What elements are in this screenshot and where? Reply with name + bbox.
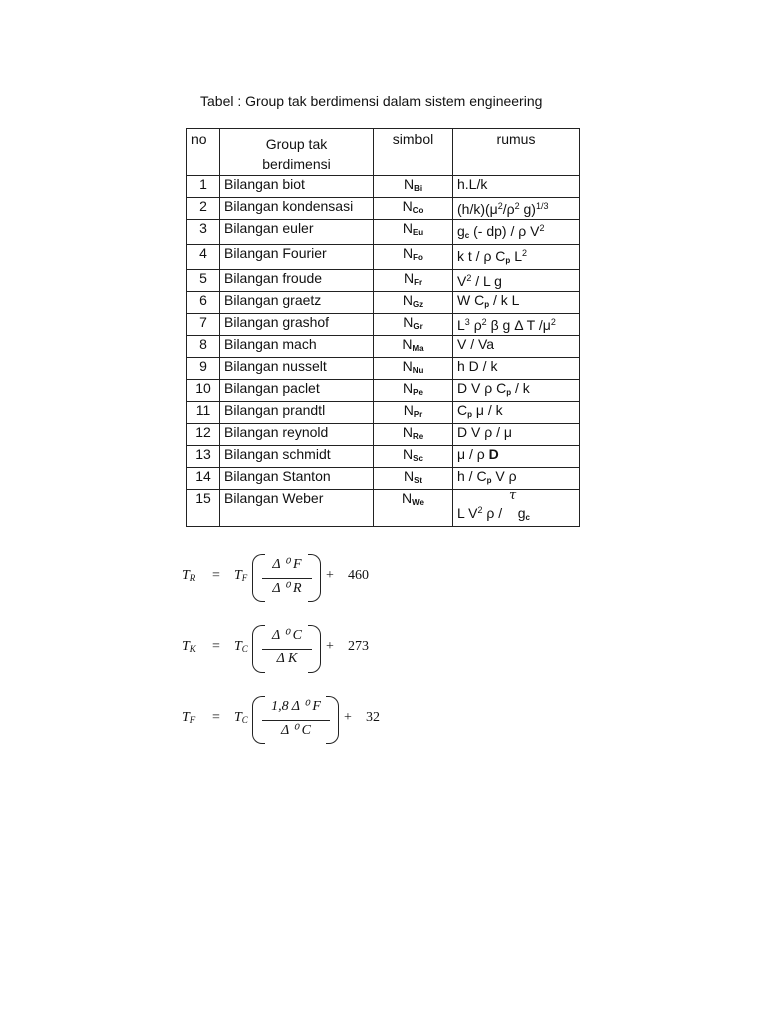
- equation-operator: [326, 568, 334, 584]
- table-row: [187, 176, 580, 198]
- row-symbol: [374, 220, 453, 245]
- equation-constant: [348, 568, 369, 584]
- row-number: 8: [187, 336, 220, 358]
- symbol-subscript: Sc: [413, 454, 423, 463]
- row-symbol: [374, 402, 453, 424]
- table-caption: Tabel : Group tak berdimensi dalam sistem engineering: [200, 93, 543, 109]
- table-header-row: [187, 129, 580, 176]
- right-parenthesis: [326, 696, 339, 744]
- symbol-base: N: [402, 424, 413, 440]
- table-row: [187, 245, 580, 270]
- row-group-name: Bilangan euler: [220, 220, 374, 245]
- row-formula: τ L $V^2$ ρ / $g_c$: [453, 490, 580, 527]
- symbol-base: N: [402, 336, 413, 352]
- equation-term-text: T: [234, 568, 242, 583]
- row-number: 2: [187, 198, 220, 220]
- symbol-base: N: [402, 220, 413, 236]
- table-body: [187, 176, 580, 527]
- row-number: 13: [187, 446, 220, 468]
- row-formula: $L^3$ $\rho^2$ β g Δ T $/\mu^2$: [453, 314, 580, 336]
- symbol-subscript: Bi: [414, 184, 423, 193]
- equation-numerator: [262, 627, 312, 644]
- equation-lhs-subscript: K: [189, 644, 196, 654]
- row-group-name: Bilangan nusselt: [220, 358, 374, 380]
- equation-denominator: [262, 651, 312, 667]
- table-row: [187, 490, 580, 527]
- fraction-bar: [262, 578, 312, 579]
- equation-operator-text: +: [326, 639, 334, 654]
- row-symbol: [374, 270, 453, 292]
- row-symbol: [374, 490, 453, 527]
- row-group-name: Bilangan prandtl: [220, 402, 374, 424]
- row-group-name: Bilangan kondensasi: [220, 198, 374, 220]
- row-number: 14: [187, 468, 220, 490]
- header-group-line2: berdimensi: [262, 156, 331, 172]
- symbol-subscript: Fr: [414, 278, 423, 287]
- equation-term-text: T: [234, 710, 242, 725]
- table-row: [187, 314, 580, 336]
- equation-equals-sign-text: =: [212, 568, 220, 583]
- symbol-subscript: Ma: [412, 344, 424, 353]
- fraction-bar: [262, 649, 312, 650]
- row-number: 6: [187, 292, 220, 314]
- equation-equals-sign: [212, 639, 220, 655]
- row-formula: V / Va: [453, 336, 580, 358]
- equation-denominator: [262, 580, 312, 597]
- row-symbol: [374, 292, 453, 314]
- table-row: [187, 198, 580, 220]
- equation-term-subscript: C: [241, 644, 248, 654]
- row-number: 4: [187, 245, 220, 270]
- symbol-subscript: St: [414, 476, 423, 485]
- row-number: 12: [187, 424, 220, 446]
- row-formula: h.L/k: [453, 176, 580, 198]
- equation-denominator-text: Δ ⁰ R: [272, 581, 302, 596]
- row-number: 5: [187, 270, 220, 292]
- equation-denominator-text: Δ ⁰ C: [281, 723, 311, 738]
- symbol-subscript: Fo: [413, 253, 423, 262]
- equation-numerator-text: Δ ⁰ F: [272, 557, 302, 572]
- equation-numerator-text: Δ ⁰ C: [272, 628, 302, 643]
- equation-operator: [326, 639, 334, 655]
- symbol-subscript: Re: [412, 432, 424, 441]
- row-symbol: [374, 245, 453, 270]
- row-symbol: [374, 446, 453, 468]
- row-formula: h D / k: [453, 358, 580, 380]
- equation-lhs: [182, 639, 196, 655]
- row-formula: W $C_p$ / k L: [453, 292, 580, 314]
- symbol-base: N: [403, 380, 414, 396]
- equation-operator-text: +: [326, 568, 334, 583]
- symbol-subscript: Co: [412, 206, 424, 215]
- row-formula: $C_p$ μ / k: [453, 402, 580, 424]
- equation-lhs-text: T: [182, 710, 190, 725]
- equation-term-text: T: [234, 639, 242, 654]
- symbol-base: N: [402, 198, 413, 214]
- equation-constant-text: 32: [366, 710, 380, 725]
- left-parenthesis: [252, 554, 265, 602]
- symbol-base: N: [403, 314, 414, 330]
- equation-term: [234, 639, 248, 655]
- equation-lhs-text: T: [182, 639, 190, 654]
- row-number: 10: [187, 380, 220, 402]
- equation-equals-sign: [212, 568, 220, 584]
- equation-constant: [348, 639, 369, 655]
- table-row: [187, 292, 580, 314]
- symbol-base: N: [403, 245, 414, 261]
- row-formula: $g_c$ (- dp) / ρ $V^2$: [453, 220, 580, 245]
- left-parenthesis: [252, 625, 265, 673]
- row-group-name: Bilangan graetz: [220, 292, 374, 314]
- fraction-bar: [262, 720, 330, 721]
- right-parenthesis: [308, 554, 321, 602]
- symbol-base: N: [403, 176, 415, 192]
- header-symbol: simbol: [374, 129, 453, 176]
- symbol-base: N: [402, 490, 413, 506]
- symbol-subscript: Nu: [412, 366, 424, 375]
- equation-numerator-text: 1,8 Δ ⁰ F: [271, 699, 321, 714]
- table-row: [187, 468, 580, 490]
- equation-operator-text: +: [344, 710, 352, 725]
- header-group: [220, 129, 374, 176]
- equation-equals-sign-text: =: [212, 639, 220, 654]
- equation-operator: [344, 710, 352, 726]
- equation-term-subscript: F: [241, 573, 248, 583]
- equation-equals-sign-text: =: [212, 710, 220, 725]
- equation-equals-sign: [212, 710, 220, 726]
- symbol-base: N: [402, 292, 413, 308]
- row-symbol: [374, 468, 453, 490]
- table-row: [187, 220, 580, 245]
- equation-lhs-text: T: [182, 568, 190, 583]
- header-no: no: [187, 129, 220, 176]
- equation-constant-text: 460: [348, 568, 369, 583]
- symbol-subscript: Eu: [412, 228, 424, 237]
- equation-numerator: [262, 698, 330, 715]
- symbol-subscript: Pr: [413, 410, 423, 419]
- row-group-name: Bilangan froude: [220, 270, 374, 292]
- symbol-base: N: [403, 270, 415, 286]
- equation-denominator-text: Δ K: [276, 651, 298, 666]
- table-row: [187, 446, 580, 468]
- right-parenthesis: [308, 625, 321, 673]
- equation-lhs-subscript: R: [189, 573, 196, 583]
- row-formula: h / $C_p$ V ρ: [453, 468, 580, 490]
- symbol-base: N: [403, 468, 415, 484]
- row-number: 1: [187, 176, 220, 198]
- dimensionless-groups-table: [186, 128, 580, 527]
- row-symbol: [374, 176, 453, 198]
- equation-numerator: [262, 556, 312, 573]
- symbol-subscript: Gr: [413, 322, 423, 331]
- table-row: [187, 336, 580, 358]
- row-group-name: Bilangan Fourier: [220, 245, 374, 270]
- symbol-base: N: [402, 358, 413, 374]
- row-group-name: Bilangan biot: [220, 176, 374, 198]
- row-group-name: Bilangan Weber: [220, 490, 374, 527]
- symbol-subscript: We: [412, 498, 424, 507]
- row-number: 7: [187, 314, 220, 336]
- header-group-line1: Group tak: [265, 136, 328, 152]
- equation-term: [234, 710, 248, 726]
- row-symbol: [374, 380, 453, 402]
- row-formula: D V ρ $C_p$ / k: [453, 380, 580, 402]
- equation-term-subscript: C: [241, 715, 248, 725]
- table-row: [187, 402, 580, 424]
- symbol-subscript: Pe: [413, 388, 423, 397]
- row-number: 9: [187, 358, 220, 380]
- table-row: [187, 358, 580, 380]
- equation-term: [234, 568, 247, 584]
- symbol-subscript: Gz: [412, 300, 424, 309]
- table-row: [187, 270, 580, 292]
- row-number: 15: [187, 490, 220, 527]
- row-symbol: [374, 336, 453, 358]
- row-symbol: [374, 198, 453, 220]
- row-formula: $V^2$ / L g: [453, 270, 580, 292]
- equation-constant: [366, 710, 380, 726]
- row-symbol: [374, 358, 453, 380]
- row-number: 11: [187, 402, 220, 424]
- row-symbol: [374, 314, 453, 336]
- row-formula: $(h/k)(\mu^2/\rho^2$ g)$^{1/3}$: [453, 198, 580, 220]
- row-formula: k t / ρ $C_p$ $L^2$: [453, 245, 580, 270]
- row-symbol: [374, 424, 453, 446]
- row-group-name: Bilangan mach: [220, 336, 374, 358]
- equation-denominator: [262, 722, 330, 739]
- symbol-base: N: [403, 402, 414, 418]
- row-formula: D V ρ / μ: [453, 424, 580, 446]
- left-parenthesis: [252, 696, 265, 744]
- row-formula: μ / ρ D: [453, 446, 580, 468]
- table-row: [187, 380, 580, 402]
- row-group-name: Bilangan Stanton: [220, 468, 374, 490]
- table-row: [187, 424, 580, 446]
- row-group-name: Bilangan reynold: [220, 424, 374, 446]
- row-group-name: Bilangan grashof: [220, 314, 374, 336]
- equation-constant-text: 273: [348, 639, 369, 654]
- equation-lhs: [182, 710, 195, 726]
- row-group-name: Bilangan paclet: [220, 380, 374, 402]
- row-number: 3: [187, 220, 220, 245]
- header-formula: rumus: [453, 129, 580, 176]
- symbol-base: N: [403, 446, 414, 462]
- equation-lhs: [182, 568, 195, 584]
- equation-lhs-subscript: F: [189, 715, 196, 725]
- row-group-name: Bilangan schmidt: [220, 446, 374, 468]
